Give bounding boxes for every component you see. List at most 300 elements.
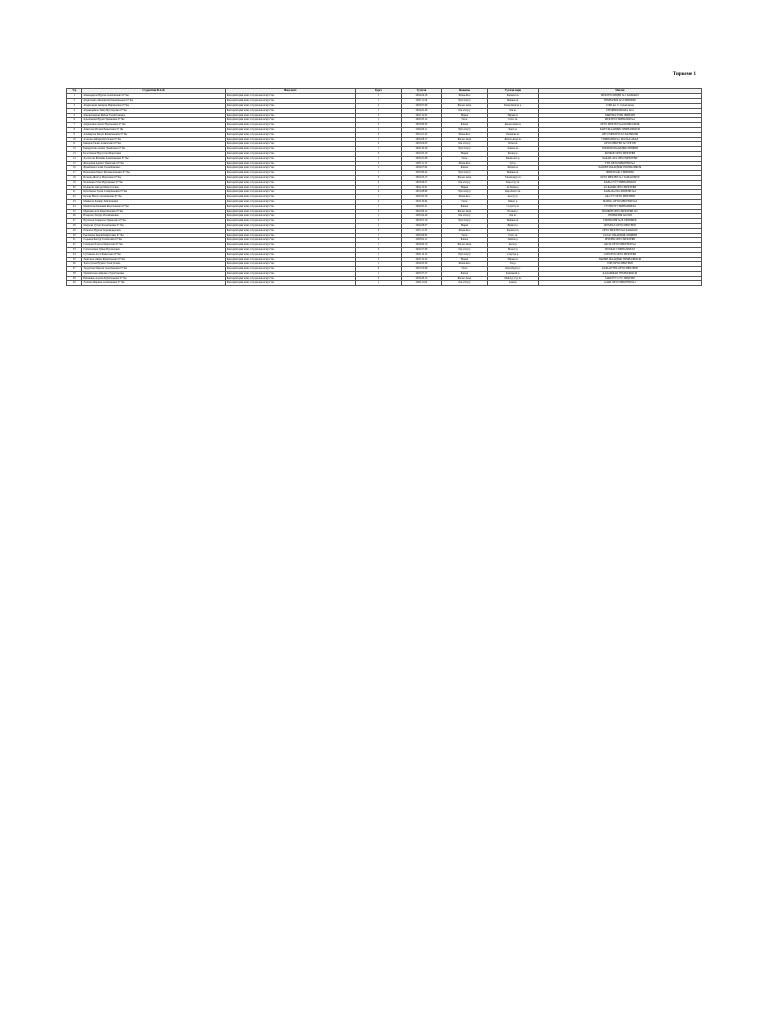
student-name-cell: Кубатбеков Эрлан Самарбекович 07 Чы bbox=[82, 190, 225, 195]
birthplace-cell: Кара-Буура р. bbox=[488, 267, 539, 272]
region-cell: Ысык-Көл bbox=[441, 161, 487, 166]
birthplace-cell: Кадамжай р. bbox=[488, 271, 539, 276]
student-name-cell: Омурова Гулзат Калыбековна 07 Чы bbox=[82, 223, 225, 228]
birthplace-cell: Лейлек р. bbox=[488, 238, 539, 243]
faculty-cell: Консерватория жана эстрадалык искусство bbox=[225, 262, 355, 267]
school-cell: АКСЫ ОРТО МЕКТЕБИ №2 bbox=[538, 243, 701, 248]
course-cell: 1 bbox=[355, 156, 401, 161]
student-name-cell: Айдарбеков Арген Нурланович 07 Чы bbox=[82, 123, 225, 128]
row-number-cell: 35 bbox=[67, 257, 82, 262]
student-name-cell: Урманбетова Айжамал Туратбековна bbox=[82, 271, 225, 276]
birthplace-cell: Базар-Коргон р. bbox=[488, 104, 539, 109]
region-cell: Талас bbox=[441, 156, 487, 161]
row-number-cell: 18 bbox=[67, 175, 82, 180]
course-cell: 1 bbox=[355, 214, 401, 219]
course-cell: 2 bbox=[355, 238, 401, 243]
faculty-cell: Консерватория жана эстрадалык искусство bbox=[225, 137, 355, 142]
faculty-cell: Консерватория жана эстрадалык искусство bbox=[225, 257, 355, 262]
header-birthplace: Туулган жери bbox=[488, 89, 539, 94]
region-cell: Ысык-Көл bbox=[441, 262, 487, 267]
faculty-cell: Консерватория жана эстрадалык искусство bbox=[225, 175, 355, 180]
faculty-cell: Консерватория жана эстрадалык искусство bbox=[225, 276, 355, 281]
row-number-cell: 19 bbox=[67, 180, 82, 185]
course-cell: 4 bbox=[355, 228, 401, 233]
region-cell: Нарын bbox=[441, 257, 487, 262]
student-name-cell: Кулова Назгүл Асанбековна 07 Чы bbox=[82, 195, 225, 200]
faculty-cell: Консерватория жана эстрадалык искусство bbox=[225, 281, 355, 286]
row-number-cell: 5 bbox=[67, 113, 82, 118]
row-number-cell: 24 bbox=[67, 204, 82, 209]
student-name-cell: Сатыбалдиев Эрмек Нурланович bbox=[82, 247, 225, 252]
birthplace-cell: Талас ш. bbox=[488, 118, 539, 123]
course-cell: 4 bbox=[355, 267, 401, 272]
school-cell: ОРТО МЕКТЕП №4 КЫЗЫЛ-КЫЯ bbox=[538, 123, 701, 128]
student-name-cell: Исакова Жазгүл Маратовна 07 Чы bbox=[82, 175, 225, 180]
faculty-cell: Консерватория жана эстрадалык искусство bbox=[225, 228, 355, 233]
row-number-cell: 25 bbox=[67, 209, 82, 214]
birth-date-cell: 2002.12.05 bbox=[402, 113, 442, 118]
student-name-cell: Кадырова Айзада Бекболотовна bbox=[82, 185, 225, 190]
table-body bbox=[67, 94, 702, 286]
course-cell: 1 bbox=[355, 147, 401, 152]
course-cell: 1 bbox=[355, 252, 401, 257]
row-number-cell: 38 bbox=[67, 271, 82, 276]
school-cell: КАРА-БАЛТА ЛИЦЕЙИ №4 bbox=[538, 190, 701, 195]
region-cell: Жалал-Абад bbox=[441, 175, 487, 180]
birth-date-cell: 2003.10.04 bbox=[402, 199, 442, 204]
course-cell: 1 bbox=[355, 233, 401, 238]
row-number-cell: 21 bbox=[67, 190, 82, 195]
birthplace-cell: Жумгал р. bbox=[488, 223, 539, 228]
birth-date-cell: 2004.11.02 bbox=[402, 281, 442, 286]
birth-date-cell: 2004.04.16 bbox=[402, 94, 442, 99]
header-course: Курсу bbox=[355, 89, 401, 94]
birth-date-cell: 2004.02.28 bbox=[402, 108, 442, 113]
course-cell: 2 bbox=[355, 180, 401, 185]
region-cell: Ош облусу bbox=[441, 108, 487, 113]
course-cell: 1 bbox=[355, 271, 401, 276]
faculty-cell: Консерватория жана эстрадалык искусство bbox=[225, 118, 355, 123]
row-number-cell: 8 bbox=[67, 127, 82, 132]
course-cell: 2 bbox=[355, 123, 401, 128]
birthplace-cell: Ноокат р. bbox=[488, 247, 539, 252]
header-school: Мектеп bbox=[538, 89, 701, 94]
faculty-cell: Консерватория жана эстрадалык искусство bbox=[225, 238, 355, 243]
faculty-cell: Консерватория жана эстрадалык искусство bbox=[225, 156, 355, 161]
student-name-cell: Нурланов Темирлан Эркинович 07 Чы bbox=[82, 219, 225, 224]
birthplace-cell: Ош ш. bbox=[488, 108, 539, 113]
school-cell: ТҮП ОРТО МЕКТЕБИ №2 bbox=[538, 161, 701, 166]
course-cell: 3 bbox=[355, 151, 401, 156]
faculty-cell: Консерватория жана эстрадалык искусство bbox=[225, 214, 355, 219]
birth-date-cell: 2004.05.21 bbox=[402, 204, 442, 209]
course-cell: 2 bbox=[355, 104, 401, 109]
student-name-cell: Абдразакова Айзирек Мирлановна 07 Чы bbox=[82, 104, 225, 109]
student-name-cell: Бекмуратова Алина Эркиновна 07 Чы bbox=[82, 147, 225, 152]
header-full-name: Студенттин Ф.А.Ж bbox=[82, 89, 225, 94]
faculty-cell: Консерватория жана эстрадалык искусство bbox=[225, 199, 355, 204]
course-cell: 2 bbox=[355, 257, 401, 262]
faculty-cell: Консерватория жана эстрадалык искусство bbox=[225, 252, 355, 257]
birth-date-cell: 2001.05.06 bbox=[402, 267, 442, 272]
row-number-cell: 11 bbox=[67, 142, 82, 147]
header-region: Жынысы bbox=[441, 89, 487, 94]
region-cell: Талас bbox=[441, 118, 487, 123]
birth-date-cell: 2005.09.24 bbox=[402, 171, 442, 176]
course-cell: 2 bbox=[355, 142, 401, 147]
birthplace-cell: Бишкек ш. bbox=[488, 171, 539, 176]
faculty-cell: Консерватория жана эстрадалык искусство bbox=[225, 142, 355, 147]
row-number-cell: 17 bbox=[67, 171, 82, 176]
faculty-cell: Консерватория жана эстрадалык искусство bbox=[225, 99, 355, 104]
faculty-cell: Консерватория жана эстрадалык искусство bbox=[225, 271, 355, 276]
birthplace-cell: Кочкор р. bbox=[488, 151, 539, 156]
course-cell: 1 bbox=[355, 118, 401, 123]
course-cell: 2 bbox=[355, 161, 401, 166]
region-cell: Ысык-Көл bbox=[441, 195, 487, 200]
birthplace-cell: Бишкек ш. bbox=[488, 219, 539, 224]
school-cell: ТОҢ ОРТО МЕКТЕБИ bbox=[538, 262, 701, 267]
school-cell: ЛЕЙЛЕК ОРТО МЕКТЕБИ bbox=[538, 238, 701, 243]
row-number-cell: 29 bbox=[67, 228, 82, 233]
student-name-cell: Иманалиев Бакыт Кубанычбекович 07 Чы bbox=[82, 171, 225, 176]
birthplace-cell: Балыкчы ш. bbox=[488, 132, 539, 137]
school-cell: ГИМНАЗИЯ №29 Г.БИШКЕК bbox=[538, 219, 701, 224]
birth-date-cell: 2003.12.22 bbox=[402, 257, 442, 262]
course-cell: 1 bbox=[355, 281, 401, 286]
school-cell: ЖУМГАЛ ОРТО МЕКТЕБИ bbox=[538, 223, 701, 228]
faculty-cell: Консерватория жана эстрадалык искусство bbox=[225, 127, 355, 132]
birthplace-cell: Кызыл-Кыя ш. bbox=[488, 123, 539, 128]
school-cell: МЕКТЕП ГИМНАЗИЯ №2 bbox=[538, 118, 701, 123]
school-cell: ГИМНАЗИЯ №1 ЖАЛАЛ-АБАД bbox=[538, 137, 701, 142]
student-name-cell: Акматова Мээрим Бакытовна 07 Чы bbox=[82, 127, 225, 132]
course-cell: 1 bbox=[355, 243, 401, 248]
school-cell: КАРА-СУУ ГИМНАЗИЯСЫ bbox=[538, 180, 701, 185]
faculty-cell: Консерватория жана эстрадалык искусство bbox=[225, 166, 355, 171]
student-name-cell: Алымкулов Бекзат Жаныбекович 07 Чы bbox=[82, 132, 225, 137]
birthplace-cell: Ноокен р. bbox=[488, 209, 539, 214]
school-cell: НООКЕН ОРТО МЕКТЕБИ №5 bbox=[538, 209, 701, 214]
school-cell: СОШ им. Т. Сатылганова bbox=[538, 104, 701, 109]
row-number-cell: 9 bbox=[67, 132, 82, 137]
course-cell: 1 bbox=[355, 137, 401, 142]
course-cell: 3 bbox=[355, 247, 401, 252]
faculty-cell: Консерватория жана эстрадалык искусство bbox=[225, 171, 355, 176]
birth-date-cell: 2005.03.14 bbox=[402, 118, 442, 123]
birthplace-cell: Ат-Башы р. bbox=[488, 185, 539, 190]
row-number-cell: 22 bbox=[67, 195, 82, 200]
faculty-cell: Консерватория жана эстрадалык искусство bbox=[225, 123, 355, 128]
faculty-cell: Консерватория жана эстрадалык искусство bbox=[225, 108, 355, 113]
row-number-cell: 34 bbox=[67, 252, 82, 257]
region-cell: Баткен bbox=[441, 238, 487, 243]
birthplace-cell: Нарын ш. bbox=[488, 257, 539, 262]
birthplace-cell: Ак-Суу р. bbox=[488, 195, 539, 200]
faculty-cell: Консерватория жана эстрадалык искусство bbox=[225, 209, 355, 214]
school-cell: ОРТО МЕКТЕП №7 ӨЗГӨН bbox=[538, 142, 701, 147]
school-cell: ТАЛАС ШААРДЫК ЛИЦЕЙИ bbox=[538, 233, 701, 238]
header-number: Т/р bbox=[67, 89, 82, 94]
appendix-label: Тиркеме 1 bbox=[672, 72, 696, 77]
birthplace-cell: Алай р. bbox=[488, 281, 539, 286]
faculty-cell: Консерватория жана эстрадалык искусство bbox=[225, 267, 355, 272]
birthplace-cell: Бишкек ш. bbox=[488, 99, 539, 104]
birth-date-cell: 2003.01.16 bbox=[402, 219, 442, 224]
student-name-cell: Эсенова Жаркын Асанбековна 07 Чы bbox=[82, 281, 225, 286]
course-cell: 4 bbox=[355, 190, 401, 195]
region-cell: Ош облусу bbox=[441, 142, 487, 147]
student-name-cell: Калыбеков Улан Нурбекович 07 Чы bbox=[82, 180, 225, 185]
school-cell: НАРЫН ШААРДЫК ГИМНАЗИЯСЫ bbox=[538, 257, 701, 262]
student-name-cell: Таштанов Айбек Жумабекович 07 Чы bbox=[82, 257, 225, 262]
school-cell: СРЕДНЯЯ ШКОЛА №12 bbox=[538, 108, 701, 113]
region-cell: Чүй облусу bbox=[441, 147, 487, 152]
birth-date-cell: 2004.06.11 bbox=[402, 127, 442, 132]
region-cell: Чүй облусу bbox=[441, 171, 487, 176]
row-number-cell: 13 bbox=[67, 151, 82, 156]
school-cell: ОРТО МЕКТЕП №6 КАРАКОЛ bbox=[538, 228, 701, 233]
birth-date-cell: 2003.06.27 bbox=[402, 180, 442, 185]
region-cell: Жалал-Абад bbox=[441, 276, 487, 281]
student-name-cell: Абдыкеримов Эмир Мухтарович 07 Чы bbox=[82, 108, 225, 113]
course-cell: 1 bbox=[355, 127, 401, 132]
birth-date-cell: 2003.09.30 bbox=[402, 123, 442, 128]
region-cell: Талас bbox=[441, 267, 487, 272]
birthplace-cell: Таш-Көмүр ш. bbox=[488, 175, 539, 180]
faculty-cell: Консерватория жана эстрадалык искусство bbox=[225, 161, 355, 166]
row-number-cell: 27 bbox=[67, 219, 82, 224]
region-cell: Баткен bbox=[441, 204, 487, 209]
birth-date-cell: 2003.02.11 bbox=[402, 238, 442, 243]
faculty-cell: Консерватория жана эстрадалык искусство bbox=[225, 195, 355, 200]
row-number-cell: 10 bbox=[67, 137, 82, 142]
region-cell: Жалал-Абад bbox=[441, 137, 487, 142]
birth-date-cell: 2005.01.08 bbox=[402, 156, 442, 161]
course-cell: 1 bbox=[355, 223, 401, 228]
region-cell: Жалал-Абад bbox=[441, 209, 487, 214]
region-cell: Баткен bbox=[441, 271, 487, 276]
row-number-cell: 32 bbox=[67, 243, 82, 248]
row-number-cell: 7 bbox=[67, 123, 82, 128]
birth-date-cell: 2003.08.13 bbox=[402, 276, 442, 281]
course-cell: 3 bbox=[355, 209, 401, 214]
school-cell: ЛИЦЕЙ №61 Г.БИШКЕК bbox=[538, 171, 701, 176]
row-number-cell: 1 bbox=[67, 94, 82, 99]
faculty-cell: Консерватория жана эстрадалык искусство bbox=[225, 180, 355, 185]
student-name-cell: Сапарова Чолпон Маратовна 07 Чы bbox=[82, 243, 225, 248]
birthplace-cell: Кара-Балта ш. bbox=[488, 190, 539, 195]
birthplace-cell: Манас р. bbox=[488, 199, 539, 204]
student-name-cell: Мукашев Азат Бакытбекович 07 Чы bbox=[82, 209, 225, 214]
birthplace-cell: Сүлүктү ш. bbox=[488, 204, 539, 209]
school-cell: СҮЛҮКТҮ ГИМНАЗИЯСЫ bbox=[538, 204, 701, 209]
student-name-cell: Бакиров Тилек Азаматович 07 Чы bbox=[82, 142, 225, 147]
birth-date-cell: 2004.08.07 bbox=[402, 223, 442, 228]
student-name-cell: Токтогулова Нуриза Эсенгуловна bbox=[82, 262, 225, 267]
row-number-cell: 4 bbox=[67, 108, 82, 113]
row-number-cell: 33 bbox=[67, 247, 82, 252]
region-cell: Чүй облусу bbox=[441, 219, 487, 224]
school-cell: АК-СУУ ОРТО МЕКТЕБИ bbox=[538, 195, 701, 200]
birth-date-cell: 2005.08.17 bbox=[402, 137, 442, 142]
row-number-cell: 12 bbox=[67, 147, 82, 152]
region-cell: Ош облусу bbox=[441, 214, 487, 219]
student-name-cell: Абылкасымова Жибек Талантбековна bbox=[82, 113, 225, 118]
birth-date-cell: 2001.08.09 bbox=[402, 190, 442, 195]
birth-date-cell: 2003.04.03 bbox=[402, 142, 442, 147]
birth-date-cell: 2004.10.26 bbox=[402, 147, 442, 152]
region-cell: Ош облусу bbox=[441, 247, 487, 252]
school-cell: ГИМНАЗИЯ №9 ОШ bbox=[538, 214, 701, 219]
faculty-cell: Консерватория жана эстрадалык искусство bbox=[225, 243, 355, 248]
course-cell: 1 bbox=[355, 185, 401, 190]
school-cell: КЫРГЫЗ-ТҮРК ЛИЦЕЙИ bbox=[538, 113, 701, 118]
faculty-cell: Консерватория жана эстрадалык искусство bbox=[225, 113, 355, 118]
faculty-cell: Консерватория жана эстрадалык искусство bbox=[225, 147, 355, 152]
row-number-cell: 6 bbox=[67, 118, 82, 123]
row-number-cell: 30 bbox=[67, 233, 82, 238]
region-cell: Ош облусу bbox=[441, 281, 487, 286]
row-number-cell: 15 bbox=[67, 161, 82, 166]
row-number-cell: 14 bbox=[67, 156, 82, 161]
birthplace-cell: Каракол ш. bbox=[488, 94, 539, 99]
region-cell: Нарын bbox=[441, 223, 487, 228]
region-cell: Чүй облусу bbox=[441, 190, 487, 195]
student-name-cell: Абдиллаева Айгерим Кубанычбековна 07 Чы bbox=[82, 99, 225, 104]
school-cell: ОРТО МЕКТЕП №1 ТАШ-КӨМҮР bbox=[538, 175, 701, 180]
course-cell: 4 bbox=[355, 132, 401, 137]
region-cell: Баткен bbox=[441, 123, 487, 128]
birth-date-cell: 2005.07.27 bbox=[402, 271, 442, 276]
row-number-cell: 28 bbox=[67, 223, 82, 228]
school-cell: КАРА-БУУРА ОРТО МЕКТЕБИ bbox=[538, 267, 701, 272]
faculty-cell: Консерватория жана эстрадалык искусство bbox=[225, 151, 355, 156]
birth-date-cell: 2001.11.25 bbox=[402, 228, 442, 233]
school-cell: БАКАЙ-АТА ОРТО МЕКТЕБИ bbox=[538, 156, 701, 161]
birth-date-cell: 2002.05.19 bbox=[402, 151, 442, 156]
faculty-cell: Консерватория жана эстрадалык искусство bbox=[225, 233, 355, 238]
birth-date-cell: 2001.01.22 bbox=[402, 132, 442, 137]
birth-date-cell: 2005.06.03 bbox=[402, 233, 442, 238]
birth-date-cell: 2004.03.30 bbox=[402, 262, 442, 267]
region-cell: Жалал-Абад bbox=[441, 104, 487, 109]
student-name-cell: Адылбекова Нурай Эрмековна 07 Чы bbox=[82, 118, 225, 123]
row-number-cell: 26 bbox=[67, 214, 82, 219]
region-cell: Талас bbox=[441, 199, 487, 204]
birthplace-cell: Баткен ш. bbox=[488, 166, 539, 171]
birth-date-cell: 2004.09.19 bbox=[402, 243, 442, 248]
school-cell: МАНАС ОРТО МЕКТЕБИ №3 bbox=[538, 199, 701, 204]
course-cell: 1 bbox=[355, 94, 401, 99]
student-name-cell: Асанова Айпери Кубатовна 07 Чы bbox=[82, 137, 225, 142]
faculty-cell: Консерватория жана эстрадалык искусство bbox=[225, 247, 355, 252]
school-cell: ТОКМОК ШААРДЫК ЛИЦЕЙИ bbox=[538, 147, 701, 152]
course-cell: 1 bbox=[355, 171, 401, 176]
course-cell: 3 bbox=[355, 175, 401, 180]
document-sheet bbox=[66, 66, 702, 950]
birthplace-cell: Каракол ш. bbox=[488, 228, 539, 233]
birth-date-cell: 2002.07.08 bbox=[402, 247, 442, 252]
school-cell: КАНТ ШААРДЫК ГИМНАЗИЯСЫ bbox=[538, 127, 701, 132]
birthplace-cell: Кант ш. bbox=[488, 127, 539, 132]
student-name-cell: Мамбетова Каныкей Жоробековна 07 Чы bbox=[82, 204, 225, 209]
row-number-cell: 40 bbox=[67, 281, 82, 286]
faculty-cell: Консерватория жана эстрадалык искусство bbox=[225, 190, 355, 195]
birthplace-cell: Түп р. bbox=[488, 161, 539, 166]
student-register-table bbox=[66, 88, 702, 286]
row-number-cell: 16 bbox=[67, 166, 82, 171]
birth-date-cell: 2004.12.01 bbox=[402, 185, 442, 190]
student-name-cell: Болотбеков Нурсултан Маратович bbox=[82, 151, 225, 156]
course-cell: 1 bbox=[355, 99, 401, 104]
region-cell: Нарын bbox=[441, 151, 487, 156]
faculty-cell: Консерватория жана эстрадалык искусство bbox=[225, 104, 355, 109]
birth-date-cell: 2002.09.12 bbox=[402, 209, 442, 214]
course-cell: 1 bbox=[355, 262, 401, 267]
faculty-cell: Консерватория жана эстрадалык искусство bbox=[225, 94, 355, 99]
student-name-cell: Султанова Асел Бакытовна 07 Чы bbox=[82, 252, 225, 257]
school-cell: СОКУЛУК ОРТО МЕКТЕБИ bbox=[538, 252, 701, 257]
course-cell: 2 bbox=[355, 276, 401, 281]
birth-date-cell: 2002.03.15 bbox=[402, 175, 442, 180]
faculty-cell: Консерватория жана эстрадалык искусство bbox=[225, 185, 355, 190]
region-cell: Ысык-Көл bbox=[441, 228, 487, 233]
row-number-cell: 36 bbox=[67, 262, 82, 267]
birth-date-cell: 2003.11.13 bbox=[402, 161, 442, 166]
region-cell: Чүй облусу bbox=[441, 252, 487, 257]
student-name-cell: Назарова Элнура Исламбековна bbox=[82, 214, 225, 219]
school-cell: МЕКТЕП ЛИЦЕЙ № 1 КАРАКОЛ bbox=[538, 94, 701, 99]
school-cell: АЛАЙ ОРТО МЕКТЕБИ №1 bbox=[538, 281, 701, 286]
birthplace-cell: Токмок ш. bbox=[488, 147, 539, 152]
region-cell: Ысык-Көл bbox=[441, 94, 487, 99]
region-cell: Ош облусу bbox=[441, 180, 487, 185]
birth-date-cell: 2005.10.14 bbox=[402, 252, 442, 257]
region-cell: Талас bbox=[441, 233, 487, 238]
region-cell: Баткен bbox=[441, 166, 487, 171]
school-cell: ОРТО МЕКТЕП №3 БАЛЫКЧЫ bbox=[538, 132, 701, 137]
birthplace-cell: Бакай-Ата р. bbox=[488, 156, 539, 161]
student-name-cell: Осмонов Нурбек Абдыкадырович bbox=[82, 228, 225, 233]
faculty-cell: Консерватория жана эстрадалык искусство bbox=[225, 204, 355, 209]
row-number-cell: 20 bbox=[67, 185, 82, 190]
table-row bbox=[67, 281, 702, 286]
header-faculty: Факультет bbox=[225, 89, 355, 94]
row-number-cell: 3 bbox=[67, 104, 82, 109]
school-cell: БАТКЕН ШААРДЫК ГИМНАЗИЯСЫ bbox=[538, 166, 701, 171]
faculty-cell: Консерватория жана эстрадалык искусство bbox=[225, 132, 355, 137]
birthplace-cell: Тоң р. bbox=[488, 262, 539, 267]
birthplace-cell: Майлуу-Суу ш. bbox=[488, 276, 539, 281]
header-birth-date: Туулган bbox=[402, 89, 442, 94]
region-cell: Чүй облусу bbox=[441, 127, 487, 132]
birthplace-cell: Сокулук р. bbox=[488, 252, 539, 257]
birthplace-cell: Талас ш. bbox=[488, 233, 539, 238]
region-cell: Чүй облусу bbox=[441, 99, 487, 104]
student-name-cell: Доолотова Бегимай Алмазбековна 07 Чы bbox=[82, 156, 225, 161]
course-cell: 2 bbox=[355, 219, 401, 224]
region-cell: Ысык-Көл bbox=[441, 132, 487, 137]
student-name-cell: Мамытов Данияр Эмилбекович bbox=[82, 199, 225, 204]
region-cell: Нарын bbox=[441, 113, 487, 118]
school-cell: НООКАТ ГИМНАЗИЯСЫ bbox=[538, 247, 701, 252]
course-cell: 1 bbox=[355, 204, 401, 209]
student-name-cell: Шамшиев Адахан Кубатбекович 07 Чы bbox=[82, 276, 225, 281]
birthplace-cell: Жалал-Абад ш. bbox=[488, 137, 539, 142]
course-cell: 1 bbox=[355, 195, 401, 200]
faculty-cell: Консерватория жана эстрадалык искусство bbox=[225, 223, 355, 228]
